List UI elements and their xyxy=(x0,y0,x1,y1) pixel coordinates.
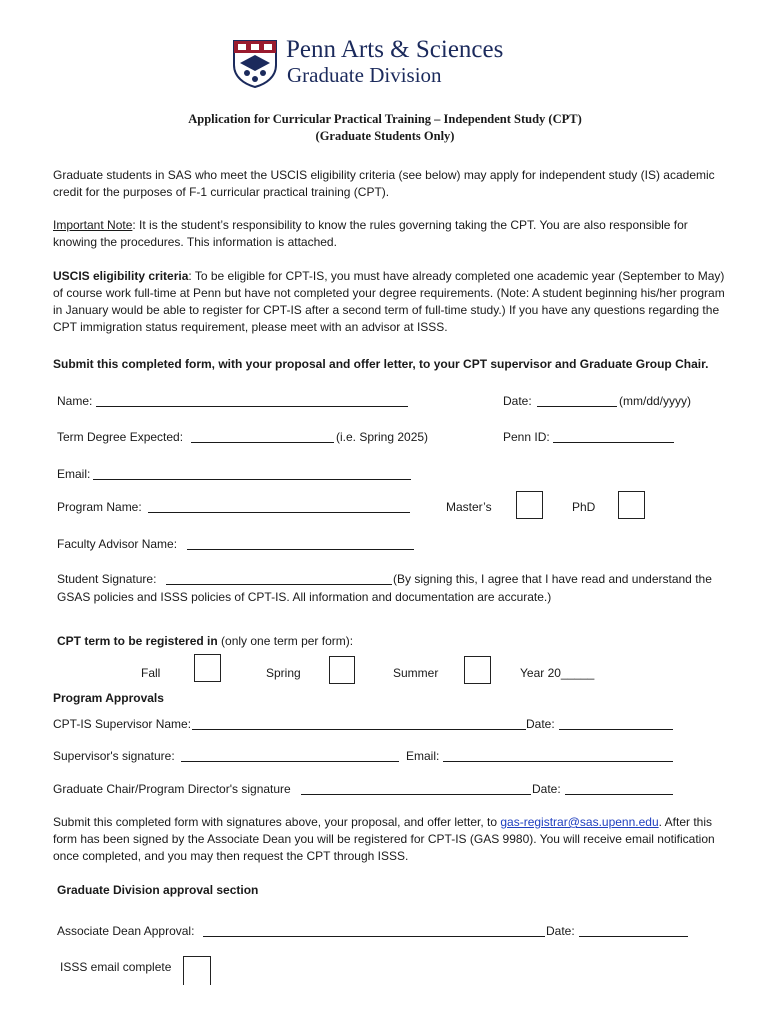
supervisor-signature-label: Supervisor's signature: xyxy=(53,749,175,763)
term-option-fall: Fall xyxy=(141,666,161,680)
term-example-hint: (i.e. Spring 2025) xyxy=(336,430,429,444)
masters-label: Master’s xyxy=(446,500,492,514)
division-name: Graduate Division xyxy=(287,63,442,87)
cpt-term-label-bold: CPT term to be registered in xyxy=(57,634,218,648)
summer-checkbox[interactable] xyxy=(464,656,491,684)
cpt-term-label xyxy=(57,633,353,649)
date-field[interactable] xyxy=(537,406,617,407)
eligibility-paragraph xyxy=(53,268,728,336)
penn-id-label: Penn ID: xyxy=(503,430,550,444)
date-label: Date: xyxy=(503,394,532,408)
approval-section-heading: Graduate Division approval section xyxy=(57,883,259,897)
chair-signature-label: Graduate Chair/Program Director's signature xyxy=(53,782,291,796)
supervisor-email-label: Email: xyxy=(406,749,440,763)
name-label: Name: xyxy=(57,394,93,408)
form-subtitle: (Graduate Students Only) xyxy=(315,129,455,143)
final-submit-before: Submit this completed form with signatures above, your proposal, and offer letter, to xyxy=(53,815,501,829)
phd-label: PhD xyxy=(572,500,596,514)
final-submit-after: . After this form has been signed by the Associate Dean you will be registered for CPT-IS (GAS 9980). You will receive email notification once completed, and you may then request the CPT through ISSS. xyxy=(53,815,715,863)
term-year: Year 20_____ xyxy=(520,666,595,680)
isss-email-label: ISSS email complete xyxy=(60,960,172,974)
supervisor-date-label: Date: xyxy=(526,717,555,731)
program-name-label: Program Name: xyxy=(57,500,142,514)
term-degree-field[interactable] xyxy=(191,442,334,443)
program-approvals-heading: Program Approvals xyxy=(53,691,164,705)
penn-id-field[interactable] xyxy=(553,442,674,443)
supervisor-name-label: CPT-IS Supervisor Name: xyxy=(53,717,192,731)
registrar-email-link[interactable]: gas-registrar@sas.upenn.edu xyxy=(500,815,659,829)
chair-date-label: Date: xyxy=(532,782,561,796)
associate-dean-date-field[interactable] xyxy=(579,936,688,937)
faculty-advisor-label: Faculty Advisor Name: xyxy=(57,537,178,551)
faculty-advisor-field[interactable] xyxy=(187,549,414,550)
chair-signature-field[interactable] xyxy=(301,794,531,795)
signature-statement: (By signing this, I agree that I have read and understand the xyxy=(393,572,712,586)
supervisor-date-field[interactable] xyxy=(559,729,673,730)
important-note xyxy=(53,217,728,251)
important-note-text: : It is the student’s responsibility to know the rules governing taking the CPT. You are also responsible for knowing the procedures. This information is attached. xyxy=(53,218,688,249)
fall-checkbox[interactable] xyxy=(194,654,221,682)
signature-statement-cont: GSAS policies and ISSS policies of CPT-IS. All information and documentation are accurate.) xyxy=(57,590,552,604)
email-field[interactable] xyxy=(93,479,411,480)
student-signature-label: Student Signature: xyxy=(57,572,157,586)
isss-email-checkbox[interactable] xyxy=(183,956,211,985)
student-signature-field[interactable] xyxy=(166,584,392,585)
associate-dean-label: Associate Dean Approval: xyxy=(57,924,195,938)
program-name-field[interactable] xyxy=(148,512,410,513)
supervisor-name-field[interactable] xyxy=(192,729,526,730)
spring-checkbox[interactable] xyxy=(329,656,355,684)
term-degree-label: Term Degree Expected: xyxy=(57,430,184,444)
phd-checkbox[interactable] xyxy=(618,491,645,519)
term-option-summer: Summer xyxy=(393,666,439,680)
eligibility-label: USCIS eligibility criteria xyxy=(53,269,189,283)
submit-instruction: Submit this completed form, with your proposal and offer letter, to your CPT supervisor and Graduate Group Chair. xyxy=(53,357,709,371)
cpt-term-label-rest: (only one term per form): xyxy=(217,634,354,648)
org-name: Penn Arts & Sciences xyxy=(286,36,504,63)
name-field[interactable] xyxy=(96,406,408,407)
supervisor-signature-field[interactable] xyxy=(181,761,399,762)
associate-dean-date-label: Date: xyxy=(546,924,575,938)
supervisor-email-field[interactable] xyxy=(443,761,673,762)
penn-shield-icon xyxy=(232,39,278,89)
associate-dean-field[interactable] xyxy=(203,936,545,937)
final-submit-paragraph xyxy=(53,814,728,865)
important-note-label: Important Note xyxy=(53,218,133,232)
eligibility-text: : To be eligible for CPT-IS, you must have already completed one academic year (September to May) of course work full-time at Penn but have not completed your degree requirements. (Note: A student beginning his/her program in January would be able to register for CPT-IS after a second term of full-time study.) If you have any questions regarding the CPT immigration status requirement, please meet with an advisor at ISSS. xyxy=(53,269,725,334)
masters-checkbox[interactable] xyxy=(516,491,543,519)
form-title: Application for Curricular Practical Training – Independent Study (CPT) xyxy=(188,112,582,126)
term-option-spring: Spring xyxy=(266,666,301,680)
chair-date-field[interactable] xyxy=(565,794,673,795)
date-format-hint: (mm/dd/yyyy) xyxy=(619,394,691,408)
intro-paragraph: Graduate students in SAS who meet the USCIS eligibility criteria (see below) may apply for independent study (IS) academic credit for the purposes of F-1 curricular practical training (CPT). xyxy=(53,168,715,199)
email-label: Email: xyxy=(57,467,91,481)
